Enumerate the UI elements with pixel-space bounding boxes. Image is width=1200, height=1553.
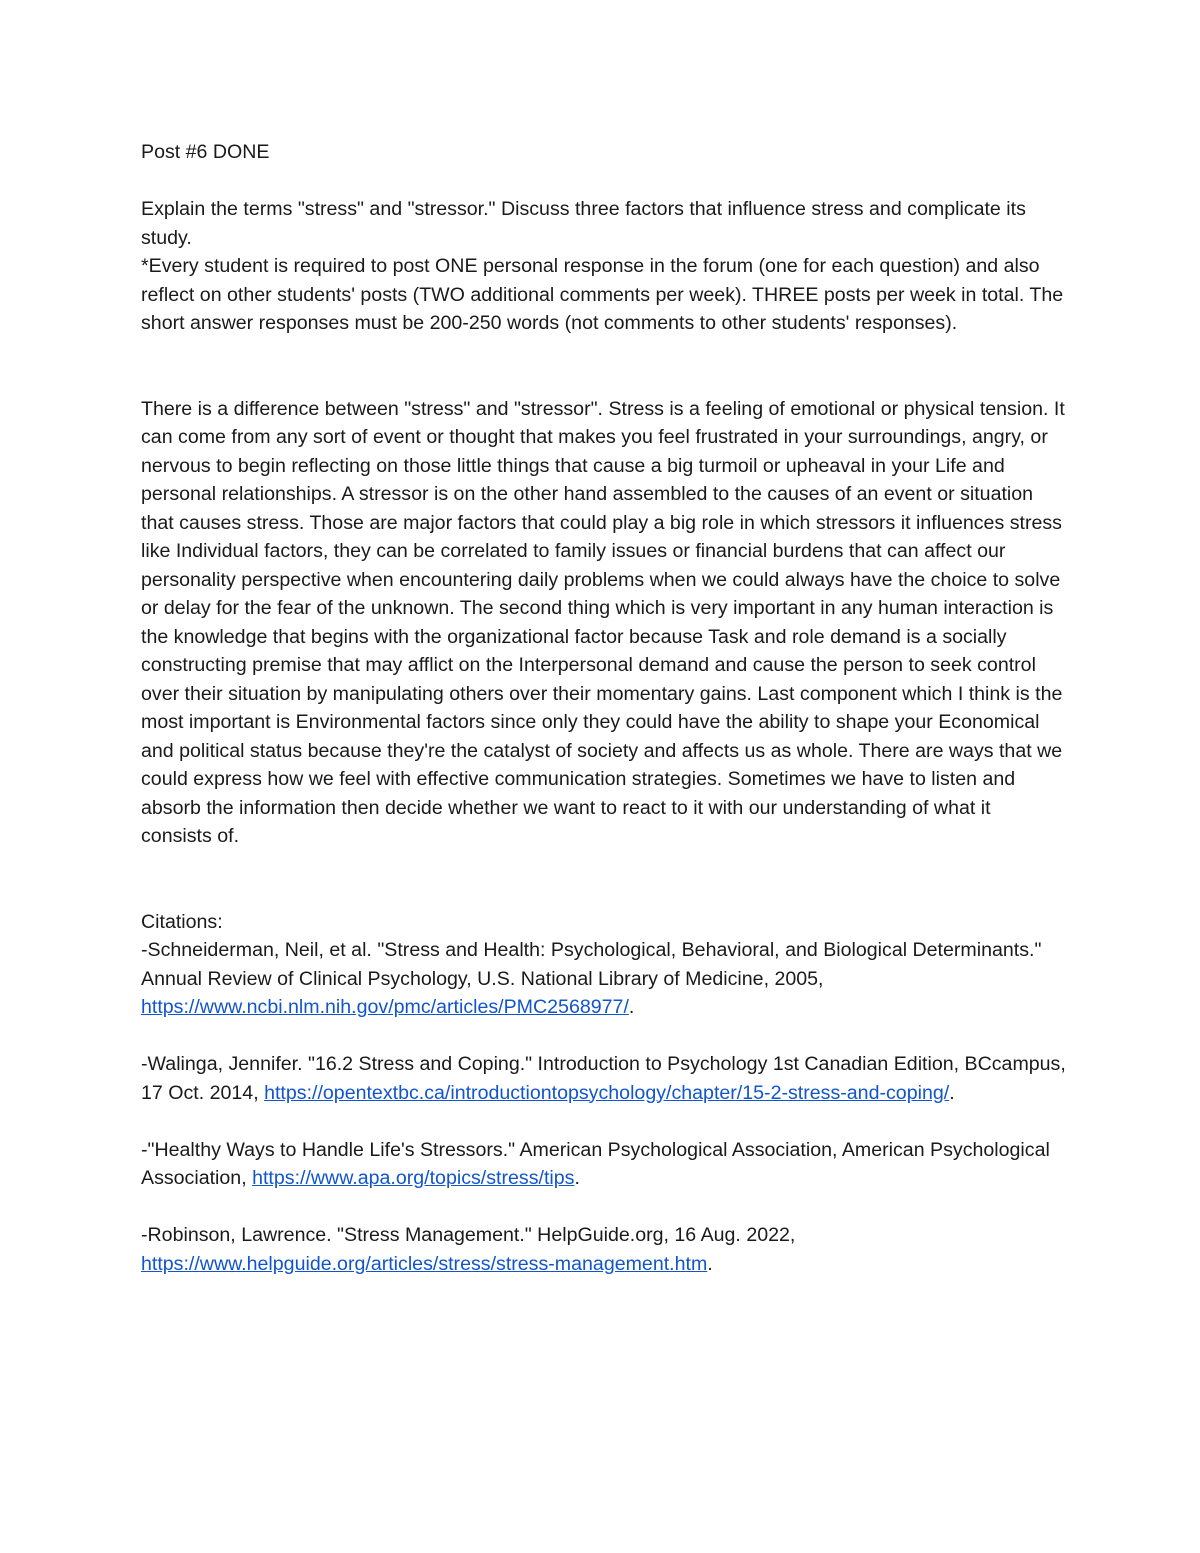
citation-1-text: -Schneiderman, Neil, et al. "Stress and Health: Psychological, Behavioral, and Biological Determinants." Annual Review of Clinical Psychology, U.S. National Library of Medicine, 2005, — [141, 939, 1042, 990]
spacer — [141, 1193, 1066, 1222]
citation-4-end: . — [707, 1252, 713, 1275]
citation-4-text: -Robinson, Lawrence. "Stress Management." HelpGuide.org, 16 Aug. 2022, — [141, 1224, 796, 1246]
citation-2 — [141, 1050, 1066, 1107]
spacer — [141, 167, 1066, 196]
citation-2-link[interactable]: https://opentextbc.ca/introductiontopsychology/chapter/15-2-stress-and-coping/ — [264, 1081, 950, 1104]
citation-3-text: -"Healthy Ways to Handle Life's Stressors." American Psychological Association, American Psychological Association, — [141, 1138, 1050, 1189]
document-title: Post #6 DONE — [141, 141, 270, 163]
citation-1-end: . — [628, 996, 635, 1018]
prompt-instructions: *Every student is required to post ONE personal response in the forum (one for each question) and also reflect on other students' posts (TWO additional comments per week). THREE posts per week in total. The short answer responses must be 200-250 words (not comments to other students' responses). — [141, 255, 1064, 334]
prompt-question: Explain the terms "stress" and "stressor." Discuss three factors that influence stress and complicate its study. — [141, 198, 1026, 249]
citations-heading: Citations: — [141, 910, 223, 933]
citation-4 — [141, 1221, 1066, 1278]
response-paragraph: There is a difference between "stress" and "stressor". Stress is a feeling of emotional or physical tension. It can come from any sort of event or thought that makes you feel frustrated in your surroundings, angry, or nervous to begin reflecting on those little things that cause a big turmoil or upheaval in your Life and personal relationships. A stressor is on the other hand assembled to the causes of an event or situation that causes stress. Those are major factors that could play a big role in which stressors it influences stress like Individual factors, they can be correlated to family issues or financial burdens that can affect our personality perspective when encountering daily problems when we could always have the choice to solve or delay for the fear of the unknown. The second thing which is very important in any human interaction is the knowledge that begins with the organizational factor because Task and role demand is a socially constructing premise that may afflict on the Interpersonal demand and cause the person to seek control over their situation by manipulating others over their momentary gains. Last component which I think is the most important is Environmental factors since only they could have the ability to shape your Economical and political status because they're the catalyst of society and affects us as whole. There are ways that we could express how we feel with effective communication strategies. Sometimes we have to listen and absorb the information then decide whether we want to react to it with our understanding of what it consists of. — [141, 397, 1065, 847]
citation-3-end: . — [574, 1167, 580, 1189]
citation-3 — [141, 1136, 1066, 1193]
document-page — [141, 138, 1066, 1278]
citation-4-link[interactable]: https://www.helpguide.org/articles/stress/stress-management.htm — [141, 1252, 708, 1275]
spacer — [141, 851, 1066, 908]
citation-1 — [141, 936, 1066, 1022]
citation-3-link[interactable]: https://www.apa.org/topics/stress/tips — [252, 1167, 575, 1189]
spacer — [141, 338, 1066, 395]
citation-2-text: -Walinga, Jennifer. "16.2 Stress and Coping." Introduction to Psychology 1st Canadian Edition, BCcampus, 17 Oct. 2014, — [141, 1053, 1066, 1104]
spacer — [141, 1107, 1066, 1136]
citation-1-link[interactable]: https://www.ncbi.nlm.nih.gov/pmc/articles/PMC2568977/ — [141, 996, 629, 1018]
spacer — [141, 1022, 1066, 1051]
citation-2-end: . — [949, 1081, 955, 1104]
